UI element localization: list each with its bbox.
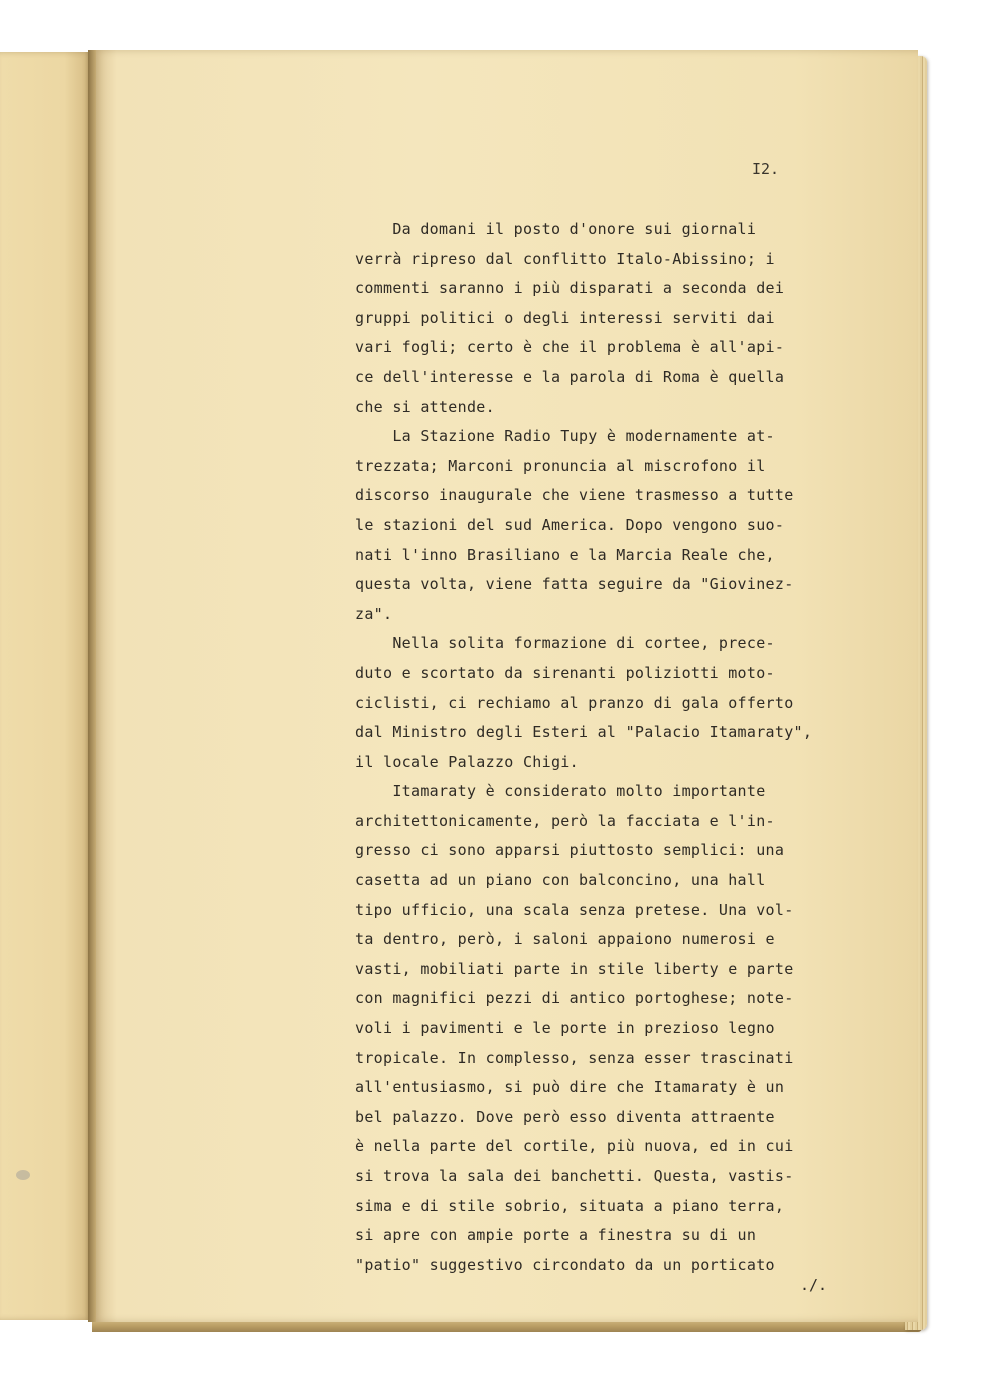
text-line: "patio" suggestivo circondato da un porticato [355,1255,775,1274]
text-line: tropicale. In complesso, senza esser trascinati [355,1048,794,1067]
left-page [0,52,92,1320]
text-line: voli i pavimenti e le porte in prezioso legno [355,1019,775,1038]
text-line: ta dentro, però, i saloni appaiono numerosi e [355,930,775,949]
text-line: verrà ripreso dal conflitto Italo-Abissino; i [355,249,775,268]
text-line: trezzata; Marconi pronuncia al miscrofono il [355,456,766,475]
text-line: che si attende. [355,397,495,416]
text-line: discorso inaugurale che viene trasmesso a tutte [355,486,794,505]
typewritten-body [355,215,855,1280]
text-line: za". [355,604,393,623]
text-line: vasti, mobiliati parte in stile liberty e parte [355,959,794,978]
text-line: Nella solita formazione di cortee, prece- [355,634,775,653]
text-line: il locale Palazzo Chigi. [355,752,579,771]
text-line: bel palazzo. Dove però esso diventa attraente [355,1107,775,1126]
text-line: architettonicamente, però la facciata e l'in- [355,811,775,830]
page-number: I2. [752,160,780,178]
text-line: tipo ufficio, una scala senza pretese. Una vol- [355,900,794,919]
text-line: si trova la sala dei banchetti. Questa, vastis- [355,1167,794,1185]
text-line: le stazioni del sud America. Dopo vengono suo- [355,515,785,534]
text-line: questa volta, viene fatta seguire da "Giovinez- [355,575,794,594]
text-line: nati l'inno Brasiliano e la Marcia Reale che, [355,545,775,564]
text-line: con magnifici pezzi di antico portoghese; note- [355,989,794,1008]
text-line: La Stazione Radio Tupy è modernamente at- [355,427,775,446]
text-line: all'entusiasmo, si può dire che Itamaraty è un [355,1078,785,1097]
continuation-mark: ./. [800,1276,828,1294]
text-line: ciclisti, ci rechiamo al pranzo di gala offerto [355,693,794,712]
text-line: sima e di stile sobrio, situata a piano terra, [355,1196,785,1215]
text-line: si apre con ampie porte a finestra su di un [355,1226,757,1245]
text-line: vari fogli; certo è che il problema è all'api- [355,338,785,357]
text-line: Da domani il posto d'onore sui giornali [355,220,757,238]
text-line: gresso ci sono apparsi piuttosto semplici: una [355,841,785,860]
text-line: dal Ministro degli Esteri al "Palacio Itamaraty", [355,723,813,742]
text-line: commenti saranno i più disparati a seconda dei [355,279,785,298]
text-line: gruppi politici o degli interessi serviti dai [355,308,775,327]
book-gutter [88,50,96,1322]
text-line: ce dell'interesse e la parola di Roma è quella [355,367,785,386]
text-line: casetta ad un piano con balconcino, una hall [355,871,766,890]
text-line: duto e scortato da sirenanti poliziotti moto- [355,663,775,682]
text-line: è nella parte del cortile, più nuova, ed in cui [355,1137,794,1156]
ink-smudge [16,1170,30,1180]
text-line: Itamaraty è considerato molto importante [355,782,766,801]
